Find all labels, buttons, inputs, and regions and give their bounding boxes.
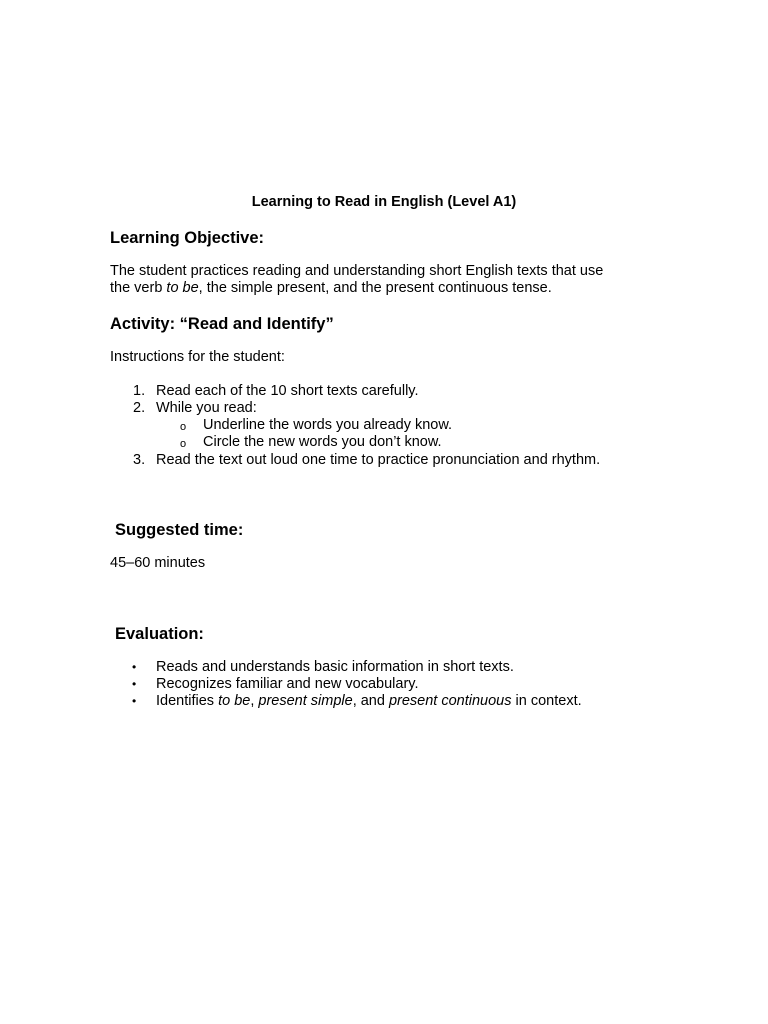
suggested-time-value: 45–60 minutes — [110, 555, 206, 571]
objective-verb-to-be: to be — [166, 280, 199, 296]
evaluation-bullet-1: • — [132, 660, 137, 674]
evaluation-item-3-part-1: Identifies — [156, 693, 219, 709]
step-1-number: 1. — [133, 383, 146, 399]
evaluation-item-3-part-4: in context. — [511, 693, 582, 709]
evaluation-term-to-be: to be — [218, 693, 251, 709]
evaluation-item-3-part-3: , and — [352, 693, 389, 709]
objective-text-line-2-end: , the simple present, and the present continuous tense. — [198, 280, 552, 296]
activity-heading: Activity: “Read and Identify” — [110, 315, 334, 333]
suggested-time-heading: Suggested time: — [115, 521, 244, 539]
evaluation-heading: Evaluation: — [115, 625, 204, 643]
step-3-text: Read the text out loud one time to practice pronunciation and rhythm. — [156, 452, 601, 468]
step-1-text: Read each of the 10 short texts carefully. — [156, 383, 419, 399]
document-title: Learning to Read in English (Level A1) — [251, 194, 517, 210]
learning-objective-heading: Learning Objective: — [110, 229, 265, 247]
objective-text-line-2-start: the verb — [110, 280, 167, 296]
evaluation-term-present-simple: present simple — [258, 693, 353, 709]
step-2-text: While you read: — [156, 400, 257, 416]
instructions-label: Instructions for the student: — [110, 349, 285, 365]
substep-1-marker: o — [180, 421, 187, 433]
evaluation-term-present-continuous: present continuous — [388, 693, 512, 709]
substep-1-text: Underline the words you already know. — [203, 417, 453, 433]
evaluation-bullet-2: • — [132, 677, 137, 691]
objective-text-line-2 — [110, 280, 552, 297]
objective-text-line-1: The student practices reading and understanding short English texts that use — [110, 263, 604, 279]
step-3-number: 3. — [133, 452, 146, 468]
evaluation-bullet-3: • — [132, 694, 137, 708]
step-2-number: 2. — [133, 400, 146, 416]
evaluation-item-2: Recognizes familiar and new vocabulary. — [156, 676, 419, 692]
evaluation-item-3-part-2: , — [250, 693, 259, 709]
substep-2-marker: o — [180, 438, 187, 450]
evaluation-item-3 — [156, 693, 582, 710]
substep-2-text: Circle the new words you don’t know. — [203, 434, 442, 450]
evaluation-item-1: Reads and understands basic information in short texts. — [156, 659, 514, 675]
